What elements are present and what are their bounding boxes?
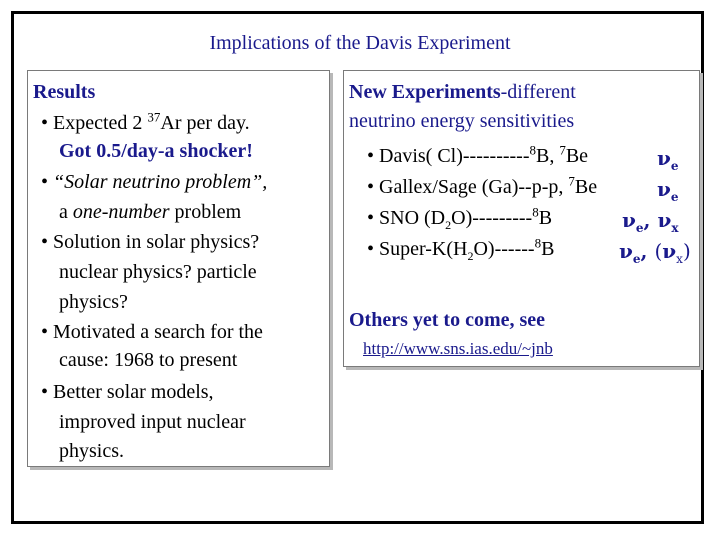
bullet-solution [41, 230, 259, 254]
superk-c: B [541, 238, 555, 260]
better-1: Better solar models, [53, 381, 214, 403]
davis-sup2: 7 [559, 142, 566, 158]
sno-b: O)--------- [451, 207, 533, 229]
nu-sub-e: e [632, 252, 641, 266]
davis-sup1: 8 [529, 142, 536, 158]
bullet-icon: • [41, 231, 49, 253]
davis-b: B, [536, 145, 560, 167]
nu-symbol: ν [622, 208, 636, 232]
motivated-2: cause: 1968 to present [59, 349, 238, 371]
nu-symbol: ν [662, 239, 677, 263]
nu-symbol: ν [619, 239, 633, 263]
nu-symbol: ν [657, 146, 671, 170]
paren-close: ) [682, 239, 691, 263]
gallex-row [367, 175, 597, 199]
superk-sup: 8 [534, 235, 542, 251]
paren-open: ( [654, 239, 663, 263]
bullet-icon: • [367, 145, 375, 167]
got-shocker: Got 0.5/day-a shocker! [59, 140, 253, 162]
gallex-sup: 7 [568, 173, 575, 189]
superk-nu [619, 239, 691, 264]
expected-prefix: Expected 2 [53, 112, 148, 134]
bullet-icon: • [41, 381, 49, 403]
sno-nu [622, 208, 679, 233]
bullet-motivated [41, 320, 263, 344]
nu-sub-e: e [670, 159, 679, 173]
nu-symbol: ν [657, 177, 671, 201]
motivated-1: Motivated a search for the [53, 321, 263, 343]
davis-nu [657, 146, 679, 171]
gallex-b: Be [574, 176, 598, 198]
nu-sub-e: e [635, 221, 644, 235]
gallex-a: Gallex/Sage (Ga)--p-p, [379, 176, 569, 198]
bullet-snp [41, 170, 267, 194]
superk-row [367, 237, 554, 261]
jnb-link-wrap [363, 336, 553, 361]
davis-row [367, 144, 588, 168]
experiments-heading-line2: neutrino energy sensitivities [349, 110, 575, 132]
nu-sub-x: x [671, 221, 679, 235]
superk-a: Super-K(H [379, 238, 468, 260]
sno-c: B [538, 207, 553, 229]
new-experiments-panel [343, 70, 700, 367]
bullet-icon: • [41, 171, 49, 193]
comma: , [640, 239, 655, 263]
snp-a: a [59, 201, 73, 223]
snp-rest: problem [169, 201, 242, 223]
bullet-icon: • [367, 238, 375, 260]
solution-3: physics? [59, 291, 128, 313]
solution-2: nuclear physics? particle [59, 261, 257, 283]
sno-sub: 2 [445, 218, 452, 232]
snp-line2 [59, 200, 241, 224]
bullet-icon: • [41, 321, 49, 343]
gallex-nu [657, 177, 679, 202]
expected-suffix: Ar per day. [160, 112, 250, 134]
sno-a: SNO (D [379, 207, 446, 229]
better-3: physics. [59, 440, 124, 462]
expected-sup: 37 [147, 109, 161, 125]
snp-italic: one-number [72, 201, 170, 223]
results-heading: Results [33, 81, 96, 103]
sno-row [367, 206, 552, 230]
bullet-icon: • [367, 176, 375, 198]
sno-sup: 8 [532, 204, 539, 220]
nu-symbol: ν [657, 208, 672, 232]
bullet-icon: • [367, 207, 375, 229]
bullet-expected [41, 111, 250, 135]
bullet-better [41, 380, 214, 404]
davis-a: Davis( Cl)---------- [379, 145, 530, 167]
experiments-heading [349, 80, 576, 104]
davis-c: Be [565, 145, 589, 167]
snp-quote: “Solar neutrino problem”, [53, 171, 268, 193]
jnb-link[interactable]: http://www.sns.ias.edu/~jnb [363, 339, 553, 358]
superk-b: O)------ [473, 238, 535, 260]
nu-sub-x: x [676, 252, 683, 266]
bullet-icon: • [41, 112, 49, 134]
comma: , [643, 208, 658, 232]
others-text: Others yet to come, see [349, 309, 546, 331]
results-panel [27, 70, 330, 467]
nu-sub-e: e [670, 190, 679, 204]
experiments-heading-bold: New Experiments [349, 81, 501, 103]
solution-1: Solution in solar physics? [53, 231, 260, 253]
experiments-heading-rest: -different [500, 81, 576, 103]
better-2: improved input nuclear [59, 411, 246, 433]
slide-title: Implications of the Davis Experiment [209, 32, 511, 54]
superk-sub: 2 [467, 249, 474, 263]
